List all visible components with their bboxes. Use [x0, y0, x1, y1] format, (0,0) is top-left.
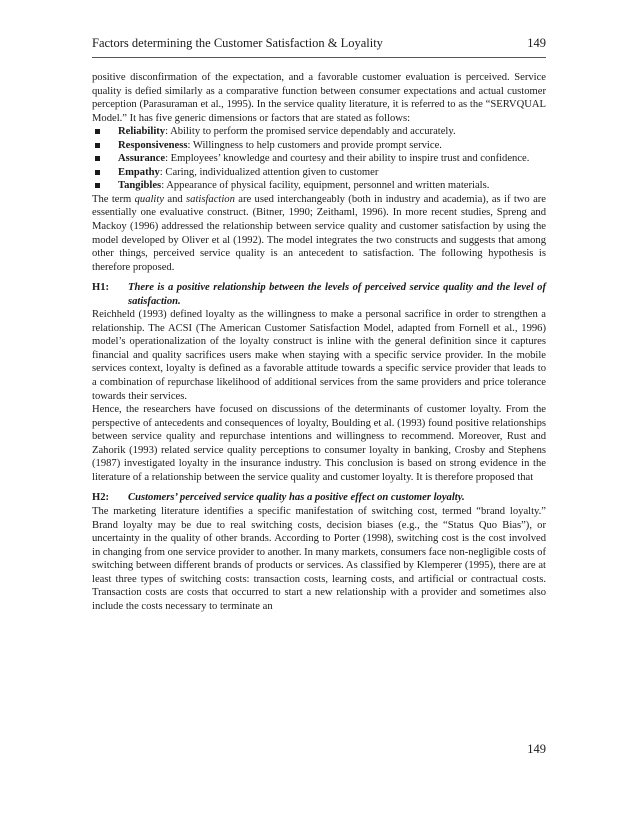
switching-cost-paragraph: The marketing literature identifies a specific manifestation of switching cost, termed “brand loyalty.” Brand loyalty may be due to real switching costs, decision biases (e.g., the “Status Quo Bias”), or uncertainty in the quality of other brands. According to Porter (1998), switching cost is the cost involved in changing from one service provider to another. In many markets, consumers face non-negligible costs of switching between different brands of products or services. As classified by Klemperer (1995), there are at least three types of switching costs: transaction costs, learning costs, and artificial or contractual costs. Transaction costs are costs that occurred to start a new relationship with a provider and sometimes also include the costs necessary to terminate an	[92, 505, 546, 612]
body-text	[92, 71, 546, 613]
dimension-term: Assurance	[118, 153, 166, 165]
footer-page-number: 149	[527, 742, 546, 756]
dimension-term: Reliability	[118, 126, 166, 138]
header-page-number: 149	[527, 36, 546, 50]
list-item	[92, 152, 546, 166]
italic-term: satisfaction	[186, 193, 235, 205]
list-item	[92, 139, 546, 153]
quality-satisfaction-paragraph	[92, 193, 546, 274]
dimension-term: Tangibles	[118, 180, 162, 192]
header-title: Factors determining the Customer Satisfaction & Loyality	[92, 36, 383, 50]
hypothesis-h1	[92, 281, 546, 308]
dimension-term: Empathy	[118, 166, 160, 178]
hypothesis-text: Customers’ perceived service quality has a positive effect on customer loyalty.	[128, 492, 465, 504]
list-item	[92, 125, 546, 139]
list-item	[92, 179, 546, 193]
dimension-description: : Ability to perform the promised service dependably and accurately.	[165, 126, 456, 138]
hypothesis-label: H1:	[92, 282, 110, 294]
hypothesis-label: H2:	[92, 492, 110, 504]
loyalty-determinants-paragraph: Hence, the researchers have focused on discussions of the determinants of customer loyalty. From the perspective of antecedents and consequences of loyalty, Boulding et al. (1993) found positive relationships between service quality and repurchase intentions and willingness to recommend. Moreover, Rust and Zahorik (1993) related service quality perceptions to consumer loyalty in banking, Crosby and Stephens (1987) investigated loyalty in the insurance industry. This conclusion is based on strong evidence in the literature of a relationship between the service quality and customer loyalty. It is therefore proposed that	[92, 404, 546, 483]
text-run: and	[164, 193, 187, 205]
text-run: are used interchangeably (both in industry and academia), as if two are essentially one evaluative construct. (Bitner, 1990; Zeithaml, 1996). In more recent studies, Spreng and Mackoy (1996) addressed the relationship between service quality and customer satisfaction by using the model developed by Oliver et al (1992). The model integrates the two constructs and suggests that among other things, perceived service quality is an antecedent to satisfaction. The following hypothesis is therefore proposed.	[92, 193, 547, 273]
dimension-description: : Caring, individualized attention given to customer	[159, 166, 379, 178]
text-run: The term	[92, 193, 135, 205]
dimension-description: : Appearance of physical facility, equipment, personnel and written materials.	[161, 180, 490, 192]
dimension-term: Responsiveness	[118, 139, 188, 151]
loyalty-definition-paragraph: Reichheld (1993) defined loyalty as the willingness to make a personal sacrifice in order to strengthen a relationship. The ACSI (The American Customer Satisfaction Model, adapted from Fornell et al., 1996) model’s operationalization of the loyalty construct is inline with the general definition since it captures financial and quality sacrifices users make when staying with a specific service provider. In the mobile services context, loyalty is defined as a favorable attitude towards a specific service provider that leads to a combination of repurchase likelihood of additional services from the same providers and price tolerance towards their services.	[92, 309, 546, 402]
intro-paragraph: positive disconfirmation of the expectation, and a favorable customer evaluation is perceived. Service quality is defied similarly as a comparative function between consumer expectations and actual customer perception (Parasuraman et al., 1995). In the service quality literature, it is referred to as the “SERVQUAL Model.” It has five generic dimensions or factors that are stated as follows:	[92, 72, 546, 124]
dimension-description: : Employees’ knowledge and courtesy and their ability to inspire trust and confidence.	[165, 153, 530, 165]
dimension-description: : Willingness to help customers and provide prompt service.	[187, 139, 442, 151]
servqual-dimensions-list	[92, 125, 546, 193]
hypothesis-h2	[92, 491, 546, 505]
hypothesis-text: There is a positive relationship between the levels of perceived service quality and the level of satisfaction.	[128, 282, 546, 307]
list-item	[92, 166, 546, 180]
italic-term: quality	[134, 193, 165, 205]
running-header	[92, 36, 546, 58]
